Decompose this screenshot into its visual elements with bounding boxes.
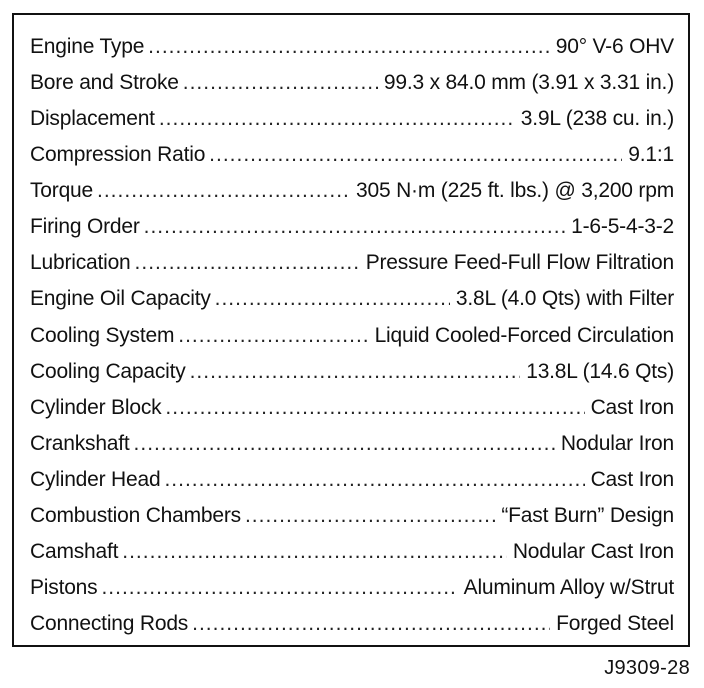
spec-row-cylinder-block <box>30 390 674 425</box>
dot-leader <box>192 606 550 641</box>
spec-row-compression-ratio <box>30 137 674 172</box>
specification-table <box>12 13 690 647</box>
dot-leader <box>144 209 566 244</box>
spec-label: Displacement <box>30 107 155 131</box>
spec-value: Cast Iron <box>590 395 674 419</box>
dot-leader <box>190 354 521 389</box>
spec-label: Combustion Chambers <box>30 503 241 527</box>
spec-value: 305 N·m (225 ft. lbs.) @ 3,200 rpm <box>356 179 674 203</box>
spec-label: Engine Type <box>30 35 145 58</box>
spec-row-torque <box>30 173 674 208</box>
spec-label: Cylinder Head <box>30 467 161 491</box>
spec-row-crankshaft <box>30 426 674 461</box>
dot-leader <box>165 390 584 425</box>
spec-row-lubrication <box>30 245 674 280</box>
dot-leader <box>97 173 350 208</box>
dot-leader <box>164 462 584 497</box>
spec-row-cylinder-head <box>30 462 674 497</box>
spec-value: 13.8L (14.6 Qts) <box>526 359 674 383</box>
dot-leader <box>101 570 457 605</box>
dot-leader <box>134 426 555 461</box>
dot-leader <box>245 498 495 533</box>
dot-leader <box>183 65 378 100</box>
spec-label: Torque <box>30 179 94 203</box>
spec-label: Lubrication <box>30 251 131 275</box>
spec-value: Cast Iron <box>590 467 674 491</box>
dot-leader <box>148 29 550 64</box>
spec-value: 3.8L (4.0 Qts) with Filter <box>455 287 674 311</box>
spec-value: Pressure Feed-Full Flow Filtration <box>365 251 674 275</box>
spec-value: 99.3 x 84.0 mm (3.91 x 3.31 in.) <box>383 71 674 95</box>
spec-value: Nodular Iron <box>560 431 674 455</box>
spec-row-engine-oil-capacity <box>30 281 674 316</box>
spec-value: Aluminum Alloy w/Strut <box>463 575 674 599</box>
spec-value: Forged Steel <box>556 612 674 635</box>
spec-label: Camshaft <box>30 539 119 563</box>
spec-label: Pistons <box>30 575 98 599</box>
spec-row-camshaft <box>30 534 674 569</box>
dot-leader <box>122 534 507 569</box>
spec-label: Crankshaft <box>30 431 130 455</box>
spec-row-displacement <box>30 101 674 136</box>
spec-row-engine-type <box>30 29 674 64</box>
dot-leader <box>215 281 450 316</box>
spec-row-bore-and-stroke <box>30 65 674 100</box>
spec-row-connecting-rods <box>30 606 674 641</box>
spec-value: Nodular Cast Iron <box>512 539 674 563</box>
spec-row-combustion-chambers <box>30 498 674 533</box>
spec-label: Engine Oil Capacity <box>30 287 211 311</box>
spec-label: Cooling Capacity <box>30 359 186 383</box>
spec-value: Liquid Cooled-Forced Circulation <box>374 323 674 347</box>
spec-label: Connecting Rods <box>30 612 189 635</box>
spec-label: Compression Ratio <box>30 143 206 167</box>
figure-code: J9309-28 <box>604 657 690 679</box>
spec-label: Cooling System <box>30 323 175 347</box>
spec-label: Firing Order <box>30 215 140 239</box>
dot-leader <box>159 101 515 136</box>
spec-label: Bore and Stroke <box>30 71 179 95</box>
spec-row-firing-order <box>30 209 674 244</box>
dot-leader <box>135 245 360 280</box>
spec-value: 90° V-6 OHV <box>555 35 674 58</box>
spec-row-pistons <box>30 570 674 605</box>
dot-leader <box>178 318 368 353</box>
spec-row-cooling-system <box>30 318 674 353</box>
spec-value: 1-6-5-4-3-2 <box>571 215 674 239</box>
spec-label: Cylinder Block <box>30 395 162 419</box>
spec-row-cooling-capacity <box>30 354 674 389</box>
dot-leader <box>209 137 622 172</box>
spec-value: “Fast Burn” Design <box>501 503 674 527</box>
spec-value: 9.1:1 <box>628 143 674 167</box>
spec-value: 3.9L (238 cu. in.) <box>520 107 674 131</box>
